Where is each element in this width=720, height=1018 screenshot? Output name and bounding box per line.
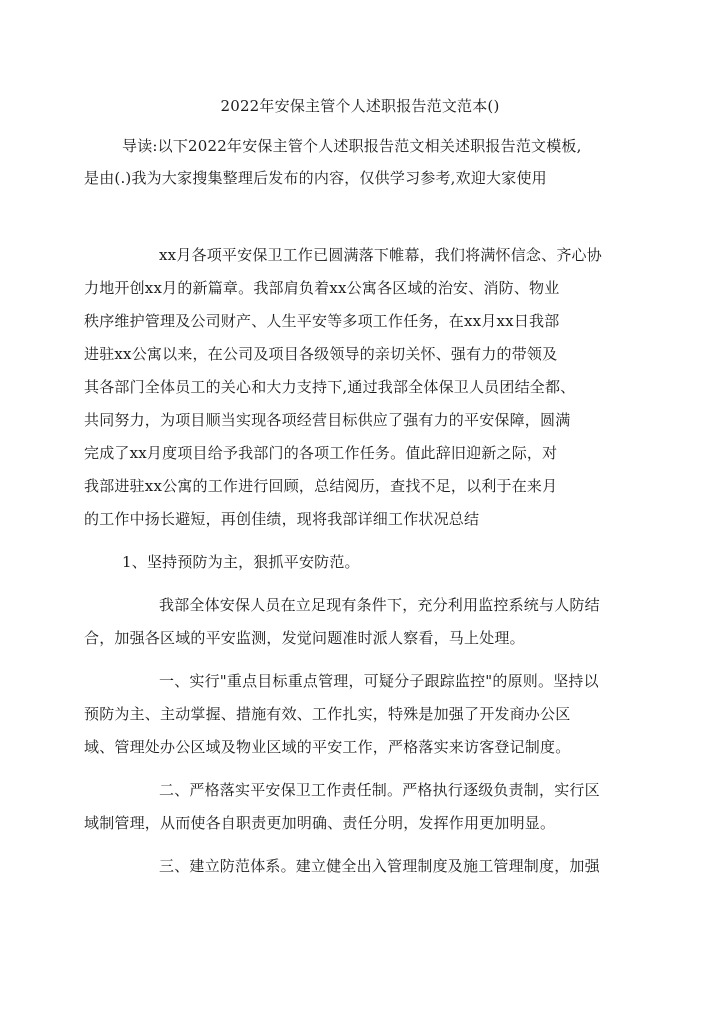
paragraph-line: 合，加强各区域的平安监测，发觉问题准时派人察看，马上处理。 — [84, 629, 525, 647]
paragraph-line: 域、管理处办公区域及物业区域的平安工作，严格落实来访客登记制度。 — [84, 738, 571, 756]
document-title: 2022年安保主管个人述职报告范文范本() — [220, 97, 500, 115]
paragraph-line: 共同努力，为项目顺当实现各项经营目标供应了强有力的平安保障，圆满 — [84, 411, 571, 429]
intro-line: 是由(.)我为大家搜集整理后发布的内容，仅供学习参考,欢迎大家使用 — [84, 169, 547, 187]
paragraph-line: 二、严格落实平安保卫工作责任制。严格执行逐级负责制，实行区 — [159, 781, 600, 799]
paragraph-line: 一、实行"重点目标重点管理，可疑分子跟踪监控"的原则。坚持以 — [159, 672, 599, 690]
paragraph-line: 三、建立防范体系。建立健全出入管理制度及施工管理制度，加强 — [159, 857, 600, 875]
paragraph-line: 力地开创xx月的新篇章。我部肩负着xx公寓各区域的治安、消防、物业 — [84, 279, 560, 297]
section-heading: 1、坚持预防为主，狠抓平安防范。 — [122, 553, 360, 571]
paragraph-line: 我部全体安保人员在立足现有条件下，充分利用监控系统与人防结 — [159, 596, 600, 614]
paragraph-line: 预防为主、主动掌握、措施有效、工作扎实，特殊是加强了开发商办公区 — [84, 705, 571, 723]
paragraph-line: 域制管理，从而使各自职责更加明确、责任分明，发挥作用更加明显。 — [84, 814, 556, 832]
intro-line: 导读:以下2022年安保主管个人述职报告范文相关述职报告范文模板, — [122, 137, 582, 155]
paragraph-line: xx月各项平安保卫工作已圆满落下帷幕，我们将满怀信念、齐心协 — [159, 246, 602, 264]
paragraph-line: 秩序维护管理及公司财产、人生平安等多项工作任务，在xx月xx日我部 — [84, 312, 560, 330]
paragraph-line: 进驻xx公寓以来，在公司及项目各级领导的亲切关怀、强有力的带领及 — [84, 345, 558, 363]
paragraph-line: 我部进驻xx公寓的工作进行回顾，总结阅历，查找不足，以利于在来月 — [84, 477, 558, 495]
paragraph-line: 完成了xx月度项目给予我部门的各项工作任务。值此辞旧迎新之际，对 — [84, 444, 558, 462]
paragraph-line: 的工作中扬长避短，再创佳绩，现将我部详细工作状况总结 — [84, 510, 480, 528]
paragraph-line: 其各部门全体员工的关心和大力支持下,通过我部全体保卫人员团结全都、 — [84, 378, 576, 396]
